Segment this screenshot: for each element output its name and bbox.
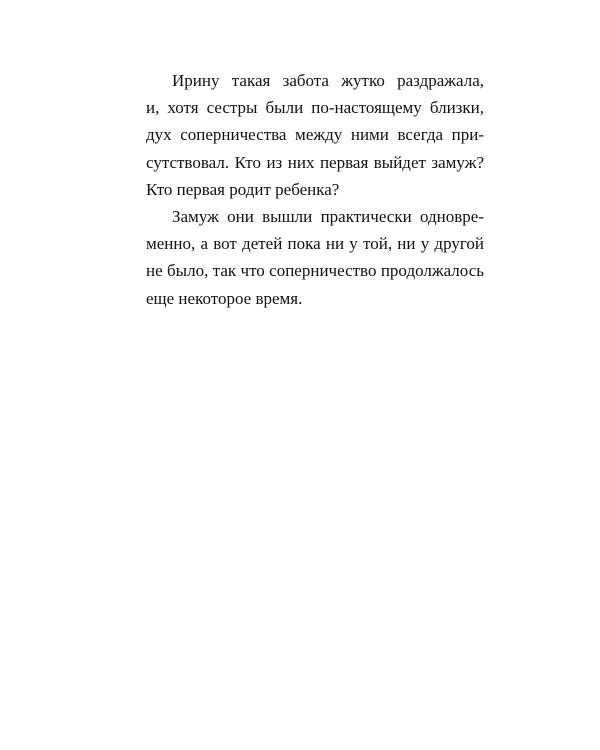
text-line: и, хотя сестры были по-настоящему близки, xyxy=(146,98,484,118)
text-line: Ирину такая забота жутко раздражала, xyxy=(172,71,484,90)
body-text xyxy=(146,67,484,312)
paragraph-2 xyxy=(146,203,484,312)
text-line: дух соперничества между ними всегда при- xyxy=(146,125,484,145)
text-line: еще некоторое время. xyxy=(146,288,303,308)
text-line: Кто первая родит ребенка? xyxy=(146,179,340,199)
text-line: сутствовал. Кто из них первая выйдет замуж? xyxy=(146,152,484,172)
text-line: Замуж они вышли практически одновре- xyxy=(172,206,484,226)
paragraph-1 xyxy=(146,67,484,203)
text-line: менно, а вот детей пока ни у той, ни у другой xyxy=(146,234,484,254)
text-line: не было, так что соперничество продолжалось xyxy=(146,261,484,281)
